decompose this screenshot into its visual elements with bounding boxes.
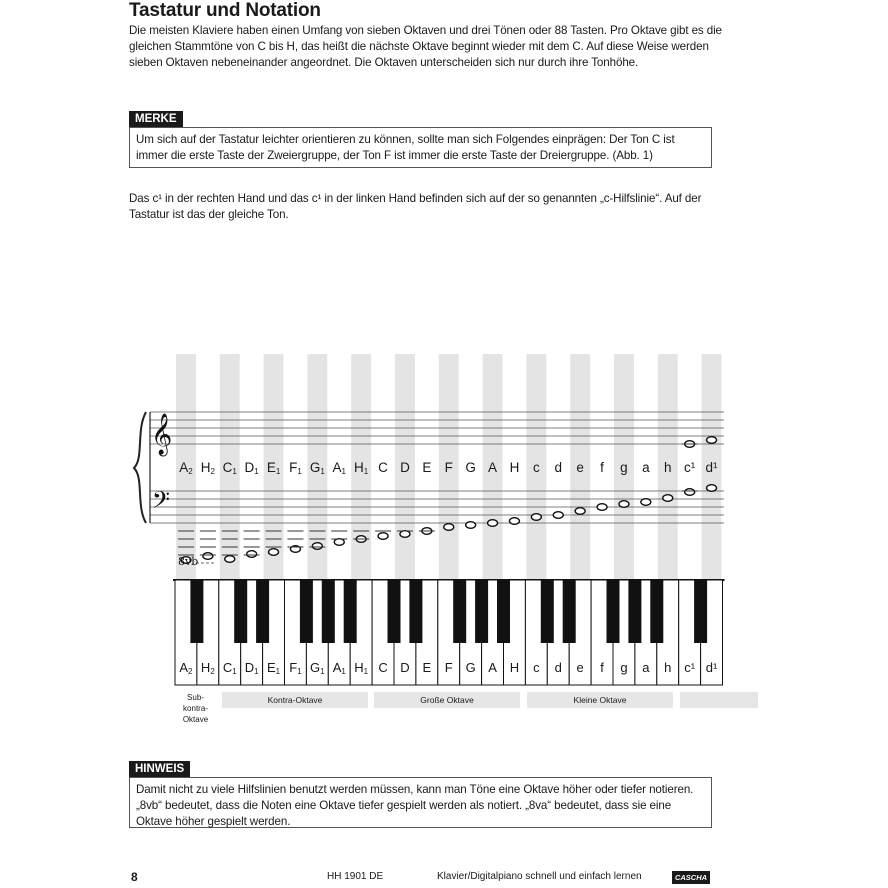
staff-note-label <box>635 460 657 475</box>
key-note-label <box>264 660 284 676</box>
key-note-label <box>592 660 612 675</box>
note-subscript: 1 <box>363 467 369 476</box>
black-key <box>453 580 466 643</box>
staff-note-label <box>263 460 285 476</box>
bass-note-head <box>203 553 213 560</box>
bass-note-head <box>225 556 235 563</box>
black-key <box>344 580 357 643</box>
note-name: H <box>200 460 211 475</box>
staff-note-label <box>525 460 547 475</box>
note-name: h <box>663 460 672 475</box>
staff-note-label <box>613 460 635 475</box>
black-key <box>607 580 620 643</box>
key-note-label <box>307 660 327 676</box>
note-name: h <box>664 660 672 675</box>
octave-label-next <box>680 692 758 708</box>
key-note-label <box>242 660 262 676</box>
key-note-label <box>395 660 415 675</box>
note-subscript: 1 <box>254 667 259 676</box>
staff-note-label <box>241 460 263 476</box>
key-note-label <box>680 660 700 675</box>
bass-note-head <box>619 501 629 508</box>
note-name: F <box>444 460 453 475</box>
page-title: Tastatur und Notation <box>129 0 321 21</box>
note-name: H <box>509 660 520 675</box>
bass-note-head <box>247 551 257 558</box>
key-note-label <box>614 660 634 675</box>
note-subscript: 1 <box>275 467 281 476</box>
note-name: a <box>642 460 650 475</box>
key-note-label <box>285 660 305 676</box>
key-note-label <box>417 660 437 675</box>
staff-note-label <box>657 460 679 475</box>
octave-label-subkontra: Sub- kontra- Oktave <box>182 693 209 724</box>
key-note-label <box>526 660 546 675</box>
note-name: d <box>554 660 562 675</box>
black-key <box>300 580 313 643</box>
book-title: Klavier/Digitalpiano schnell und einfach lernen <box>437 871 642 882</box>
key-note-label <box>702 660 722 675</box>
staff-note-label <box>591 460 613 475</box>
merke-label: MERKE <box>129 111 183 127</box>
bass-note-head <box>509 518 519 525</box>
note-subscript: 1 <box>320 667 325 676</box>
publisher-logo: CASCHA <box>672 871 710 884</box>
key-note-label <box>198 660 218 676</box>
note-subscript: 1 <box>363 667 369 676</box>
bass-note-head <box>400 531 410 538</box>
note-subscript: 2 <box>210 667 215 676</box>
note-name: G <box>310 660 321 675</box>
key-note-label <box>439 660 459 675</box>
bass-clef-icon: 𝄢 <box>152 486 171 519</box>
black-key <box>256 580 269 643</box>
note-name: A <box>179 660 189 675</box>
note-name: E <box>422 660 432 675</box>
bass-note-head <box>707 485 717 492</box>
staff-note-label <box>219 460 241 476</box>
bass-note-head <box>269 549 279 556</box>
note-name: A <box>488 460 498 475</box>
merke-box: Um sich auf der Tastatur leichter orientieren zu können, sollte man sich Folgendes einprägen: Der Ton C ist immer die erste Taste der Zweiergruppe, der Ton F ist immer die erste Taste der Dreiergruppe. (Abb. 1) <box>129 127 712 168</box>
bass-note-head <box>378 533 388 540</box>
black-key <box>322 580 335 643</box>
bass-note-head <box>597 504 607 511</box>
note-subscript: 1 <box>275 667 281 676</box>
note-name: G <box>465 460 476 475</box>
black-key <box>563 580 576 643</box>
bass-note-head <box>575 508 585 515</box>
note-name: d¹ <box>705 660 718 675</box>
staff-note-label <box>460 460 482 475</box>
note-name: c <box>533 660 540 675</box>
note-name: E <box>266 460 276 475</box>
note-name: C <box>378 460 388 475</box>
bass-note-head <box>685 489 695 496</box>
note-name: D <box>244 460 255 475</box>
note-name: H <box>354 460 364 475</box>
octave-label-gross: Große Oktave <box>374 692 520 708</box>
note-name: d¹ <box>705 460 718 475</box>
c-hilfslinie-paragraph: Das c¹ in der rechten Hand und das c¹ in der linken Hand befinden sich auf der so genannten „c-Hilfslinie“. Auf der Tastatur ist das der gleiche Ton. <box>129 192 702 221</box>
staff-note-label <box>569 460 591 475</box>
note-name: F <box>289 660 298 675</box>
key-note-label <box>570 660 590 675</box>
staff-note-label <box>503 460 525 475</box>
note-subscript: 1 <box>232 467 237 476</box>
note-subscript: 1 <box>297 467 302 476</box>
hinweis-label: HINWEIS <box>129 761 190 777</box>
key-note-label <box>636 660 656 675</box>
staff-note-label <box>350 460 372 476</box>
key-note-label <box>483 660 503 675</box>
bass-note-head <box>641 499 651 506</box>
note-name: D <box>400 460 410 475</box>
bass-note-head <box>444 524 454 531</box>
black-key <box>234 580 247 643</box>
note-subscript: 2 <box>188 667 193 676</box>
bass-note-head <box>488 520 498 527</box>
note-name: G <box>465 660 476 675</box>
treble-clef-icon: 𝄞 <box>151 414 173 455</box>
key-note-label <box>461 660 481 675</box>
staff-note-label <box>328 460 350 476</box>
black-key <box>388 580 401 643</box>
note-subscript: 1 <box>341 467 346 476</box>
black-key <box>190 580 203 643</box>
note-name: C <box>222 660 233 675</box>
note-subscript: 1 <box>254 467 259 476</box>
black-key <box>694 580 707 643</box>
bass-note-head <box>334 539 344 546</box>
key-note-label <box>548 660 568 675</box>
key-note-label <box>351 660 371 676</box>
product-code: HH 1901 DE <box>327 871 384 882</box>
note-name: H <box>354 660 364 675</box>
note-name: d <box>554 460 562 475</box>
staff-note-label <box>394 460 416 475</box>
hinweis-box: Damit nicht zu viele Hilfslinien benutzt werden müssen, kann man Töne eine Oktave höher oder tiefer notieren. „8vb“ bedeutet, dass die Noten eine Oktave tiefer gespielt werden als notiert. „8va“ bedeutet, dass sie eine Oktave höher gespielt werden. <box>129 777 712 828</box>
staff-note-label <box>438 460 460 475</box>
note-subscript: 1 <box>297 667 302 676</box>
key-note-label <box>329 660 349 676</box>
bass-note-head <box>663 495 673 502</box>
note-subscript: 1 <box>320 467 325 476</box>
note-name: f <box>600 660 604 675</box>
note-name: c <box>532 460 540 475</box>
note-name: A <box>332 460 342 475</box>
bass-note-head <box>466 522 476 529</box>
note-name: c¹ <box>684 660 696 675</box>
note-subscript: 2 <box>188 467 193 476</box>
staff-note-label <box>197 460 219 476</box>
bass-note-head <box>553 512 563 519</box>
note-subscript: 1 <box>232 667 237 676</box>
note-name: A <box>488 660 497 675</box>
page-footer <box>0 866 888 888</box>
note-name: G <box>309 460 321 475</box>
black-key <box>541 580 554 643</box>
key-note-label <box>504 660 524 675</box>
octave-marking: 8vb <box>178 555 199 568</box>
note-name: g <box>620 660 628 675</box>
bass-note-head <box>531 514 541 521</box>
note-name: C <box>222 460 233 475</box>
staff-note-label <box>547 460 569 475</box>
note-name: A <box>332 660 342 675</box>
staff-note-label <box>701 460 723 475</box>
staff-note-label <box>284 460 306 476</box>
note-name: f <box>600 460 604 475</box>
octave-label-klein: Kleine Oktave <box>527 692 673 708</box>
black-key <box>475 580 488 643</box>
staff-note-label <box>416 460 438 475</box>
staff-note-label <box>372 460 394 475</box>
note-subscript: 1 <box>341 667 346 676</box>
treble-note-head <box>707 437 717 444</box>
bass-note-head <box>312 543 322 550</box>
key-note-label <box>220 660 240 676</box>
note-name: E <box>266 660 276 675</box>
note-name: E <box>422 460 432 475</box>
key-note-label <box>373 660 393 675</box>
note-name: F <box>444 660 453 675</box>
key-note-label <box>658 660 678 675</box>
staff-note-label <box>482 460 504 475</box>
key-note-label <box>176 660 196 676</box>
note-subscript: 2 <box>210 467 215 476</box>
black-key <box>650 580 663 643</box>
note-name: a <box>642 660 650 675</box>
black-key <box>628 580 641 643</box>
system-brace <box>134 412 146 523</box>
black-key <box>497 580 510 643</box>
note-name: c¹ <box>684 460 696 475</box>
staff-note-label <box>175 460 197 476</box>
intro-paragraph: Die meisten Klaviere haben einen Umfang von sieben Oktaven und drei Tönen oder 88 Tasten. Pro Oktave gibt es die gleichen Stammtöne von C bis H, das heißt die nächste Oktave beginnt wieder mit dem C. Auf diese Weise werden sieben Oktaven nebeneinander angeordnet. Die Oktaven unterscheiden sich nur durch ihre Tonhöhe. <box>129 24 722 69</box>
note-name: D <box>400 660 410 675</box>
black-key <box>409 580 422 643</box>
note-name: e <box>576 460 584 475</box>
note-name: g <box>620 460 628 475</box>
octave-label-kontra: Kontra-Oktave <box>222 692 368 708</box>
note-name: e <box>576 660 584 675</box>
note-name: H <box>200 660 211 675</box>
note-name: C <box>378 660 388 675</box>
note-name: H <box>509 460 520 475</box>
staff-note-label <box>679 460 701 475</box>
page-number: 8 <box>131 870 138 884</box>
note-name: A <box>179 460 189 475</box>
note-name: F <box>289 460 298 475</box>
staff-note-label <box>306 460 328 476</box>
note-name: D <box>244 660 255 675</box>
